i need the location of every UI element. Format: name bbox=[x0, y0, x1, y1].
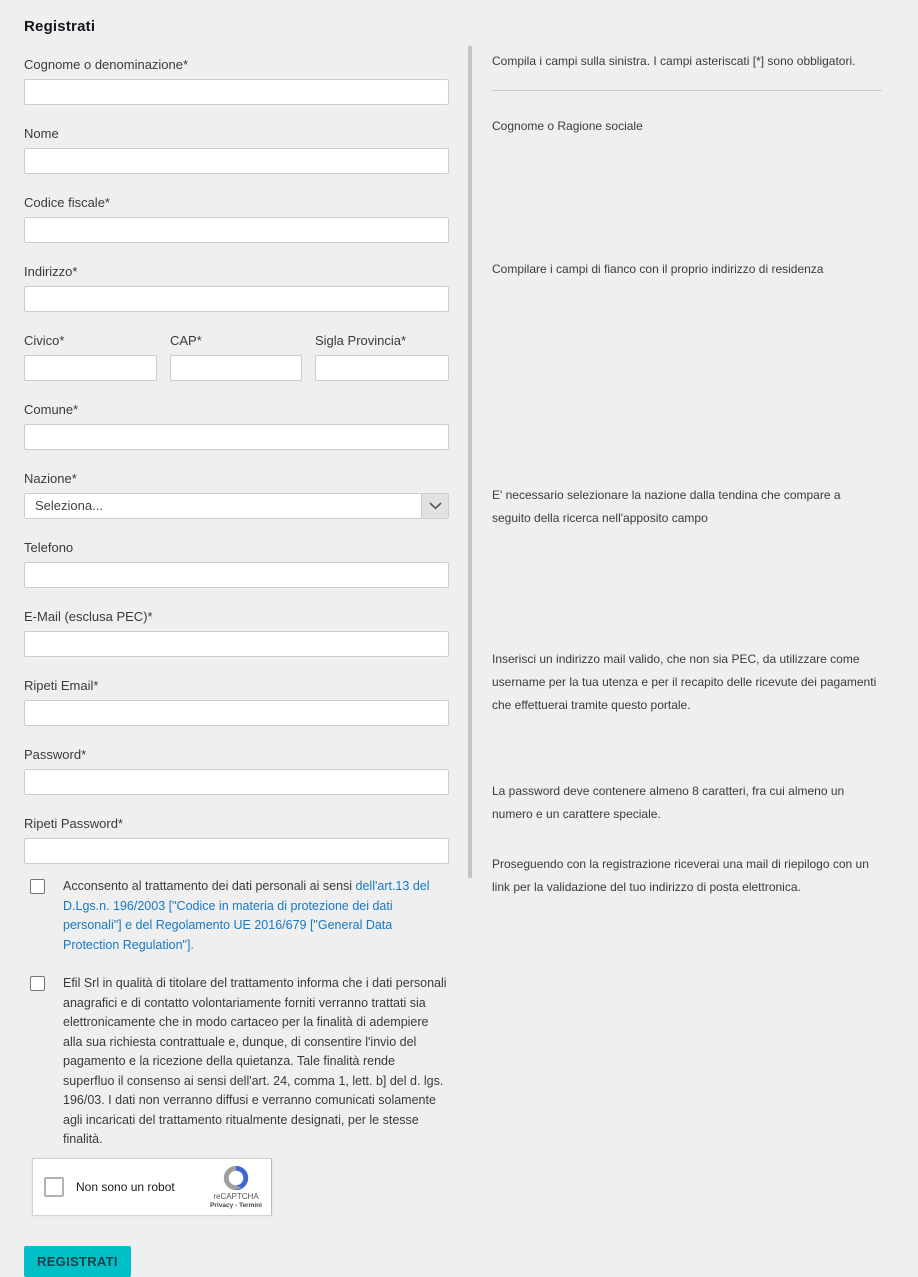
help-horizontal-divider bbox=[492, 90, 882, 91]
telefono-input[interactable] bbox=[24, 562, 449, 588]
privacy-consent-prefix: Acconsento al trattamento dei dati personali ai sensi bbox=[63, 879, 356, 893]
recaptcha-checkbox[interactable] bbox=[44, 1177, 64, 1197]
field-indirizzo bbox=[24, 263, 449, 312]
field-nome bbox=[24, 125, 449, 174]
codice-fiscale-input[interactable] bbox=[24, 217, 449, 243]
indirizzo-input[interactable] bbox=[24, 286, 449, 312]
field-ripeti-password bbox=[24, 815, 449, 864]
chevron-down-icon bbox=[421, 494, 448, 518]
field-cap bbox=[170, 332, 302, 381]
field-nazione bbox=[24, 470, 449, 519]
consent-treatment-row bbox=[24, 974, 449, 1150]
ripeti-email-input[interactable] bbox=[24, 700, 449, 726]
recaptcha-label: Non sono un robot bbox=[76, 1179, 175, 1194]
cognome-input[interactable] bbox=[24, 79, 449, 105]
email-label: E-Mail (esclusa PEC)* bbox=[24, 609, 153, 624]
page-title: Registrati bbox=[24, 18, 96, 36]
recaptcha-brand-name: reCAPTCHA bbox=[213, 1191, 259, 1201]
field-password bbox=[24, 746, 449, 795]
indirizzo-label: Indirizzo* bbox=[24, 264, 78, 279]
consent-privacy-row bbox=[24, 877, 449, 955]
password-input[interactable] bbox=[24, 769, 449, 795]
field-civico bbox=[24, 332, 157, 381]
ripeti-password-label: Ripeti Password* bbox=[24, 816, 123, 831]
help-nazione-text: E' necessario selezionare la nazione dalla tendina che compare a seguito della ricerca nell'apposito campo bbox=[492, 488, 841, 525]
treatment-consent-text: Efil Srl in qualità di titolare del trattamento informa che i dati personali anagrafici e di contatto volontariamente forniti verranno trattati sia elettronicamente che in modo cartaceo per la finalità di adempiere alla sua richiesta contrattuale e, dunque, di consentire l'invio del pagamento e la ricezione della quietanza. Tale finalità rende superfluo il consenso ai sensi dell'art. 24, comma 1, lett. b] del d. lgs. 196/03. I dati non verranno diffusi e verranno comunicati solamente agli incaricati del trattamento ritualmente designati, per le stesse finalità. bbox=[63, 976, 447, 1146]
field-comune bbox=[24, 401, 449, 450]
nazione-label: Nazione* bbox=[24, 471, 77, 486]
help-password-text: La password deve contenere almeno 8 caratteri, fra cui almeno un numero e un carattere speciale. bbox=[492, 784, 845, 821]
privacy-consent-checkbox[interactable] bbox=[30, 879, 45, 894]
help-intro-text: Compila i campi sulla sinistra. I campi asteriscati [*] sono obbligatori. bbox=[492, 54, 856, 68]
ripeti-password-input[interactable] bbox=[24, 838, 449, 864]
field-email bbox=[24, 608, 449, 657]
recaptcha-privacy-terms-links[interactable]: Privacy - Termini bbox=[210, 1201, 262, 1209]
sigla-provincia-input[interactable] bbox=[315, 355, 449, 381]
password-label: Password* bbox=[24, 747, 87, 762]
field-sigla-provincia bbox=[315, 332, 449, 381]
cap-input[interactable] bbox=[170, 355, 302, 381]
nazione-select[interactable] bbox=[24, 493, 449, 519]
help-cognome-text: Cognome o Ragione sociale bbox=[492, 119, 643, 133]
recaptcha-widget bbox=[32, 1158, 272, 1216]
field-telefono bbox=[24, 539, 449, 588]
comune-input[interactable] bbox=[24, 424, 449, 450]
nome-input[interactable] bbox=[24, 148, 449, 174]
privacy-law-link[interactable]: dell'art.13 del D.Lgs.n. 196/2003 ["Codice in materia di protezione dei dati personali"] e del Regolamento UE 2016/679 ["General Data Protection Regulation"]. bbox=[63, 879, 430, 952]
codice-fiscale-label: Codice fiscale* bbox=[24, 195, 110, 210]
ripeti-email-label: Ripeti Email* bbox=[24, 678, 99, 693]
nome-label: Nome bbox=[24, 126, 59, 141]
cognome-label: Cognome o denominazione* bbox=[24, 57, 189, 72]
nazione-selected-value: Seleziona... bbox=[35, 498, 103, 513]
help-column bbox=[492, 46, 878, 896]
field-row-civico-cap-provincia bbox=[24, 332, 449, 381]
field-codice-fiscale bbox=[24, 194, 449, 243]
help-email-text: Inserisci un indirizzo mail valido, che non sia PEC, da utilizzare come username per la tua utenza e per il recapito delle ricevute dei pagamenti che effettuerai tramite questo portale. bbox=[492, 652, 877, 712]
civico-input[interactable] bbox=[24, 355, 157, 381]
email-input[interactable] bbox=[24, 631, 449, 657]
comune-label: Comune* bbox=[24, 402, 79, 417]
civico-label: Civico* bbox=[24, 333, 65, 348]
recaptcha-logo-icon bbox=[223, 1165, 249, 1191]
field-ripeti-email bbox=[24, 677, 449, 726]
help-registration-text: Proseguendo con la registrazione riceverai una mail di riepilogo con un link per la validazione del tuo indirizzo di posta elettronica. bbox=[492, 857, 869, 894]
field-cognome bbox=[24, 56, 449, 105]
recaptcha-brand bbox=[207, 1165, 265, 1209]
help-divider-bar bbox=[468, 46, 472, 878]
registrati-button[interactable]: REGISTRATI bbox=[24, 1246, 131, 1277]
privacy-consent-text bbox=[63, 877, 449, 955]
help-indirizzo-text: Compilare i campi di fianco con il proprio indirizzo di residenza bbox=[492, 262, 824, 276]
cap-label: CAP* bbox=[170, 333, 202, 348]
treatment-consent-checkbox[interactable] bbox=[30, 976, 45, 991]
sigla-provincia-label: Sigla Provincia* bbox=[315, 333, 407, 348]
registration-form bbox=[24, 56, 449, 1277]
telefono-label: Telefono bbox=[24, 540, 74, 555]
